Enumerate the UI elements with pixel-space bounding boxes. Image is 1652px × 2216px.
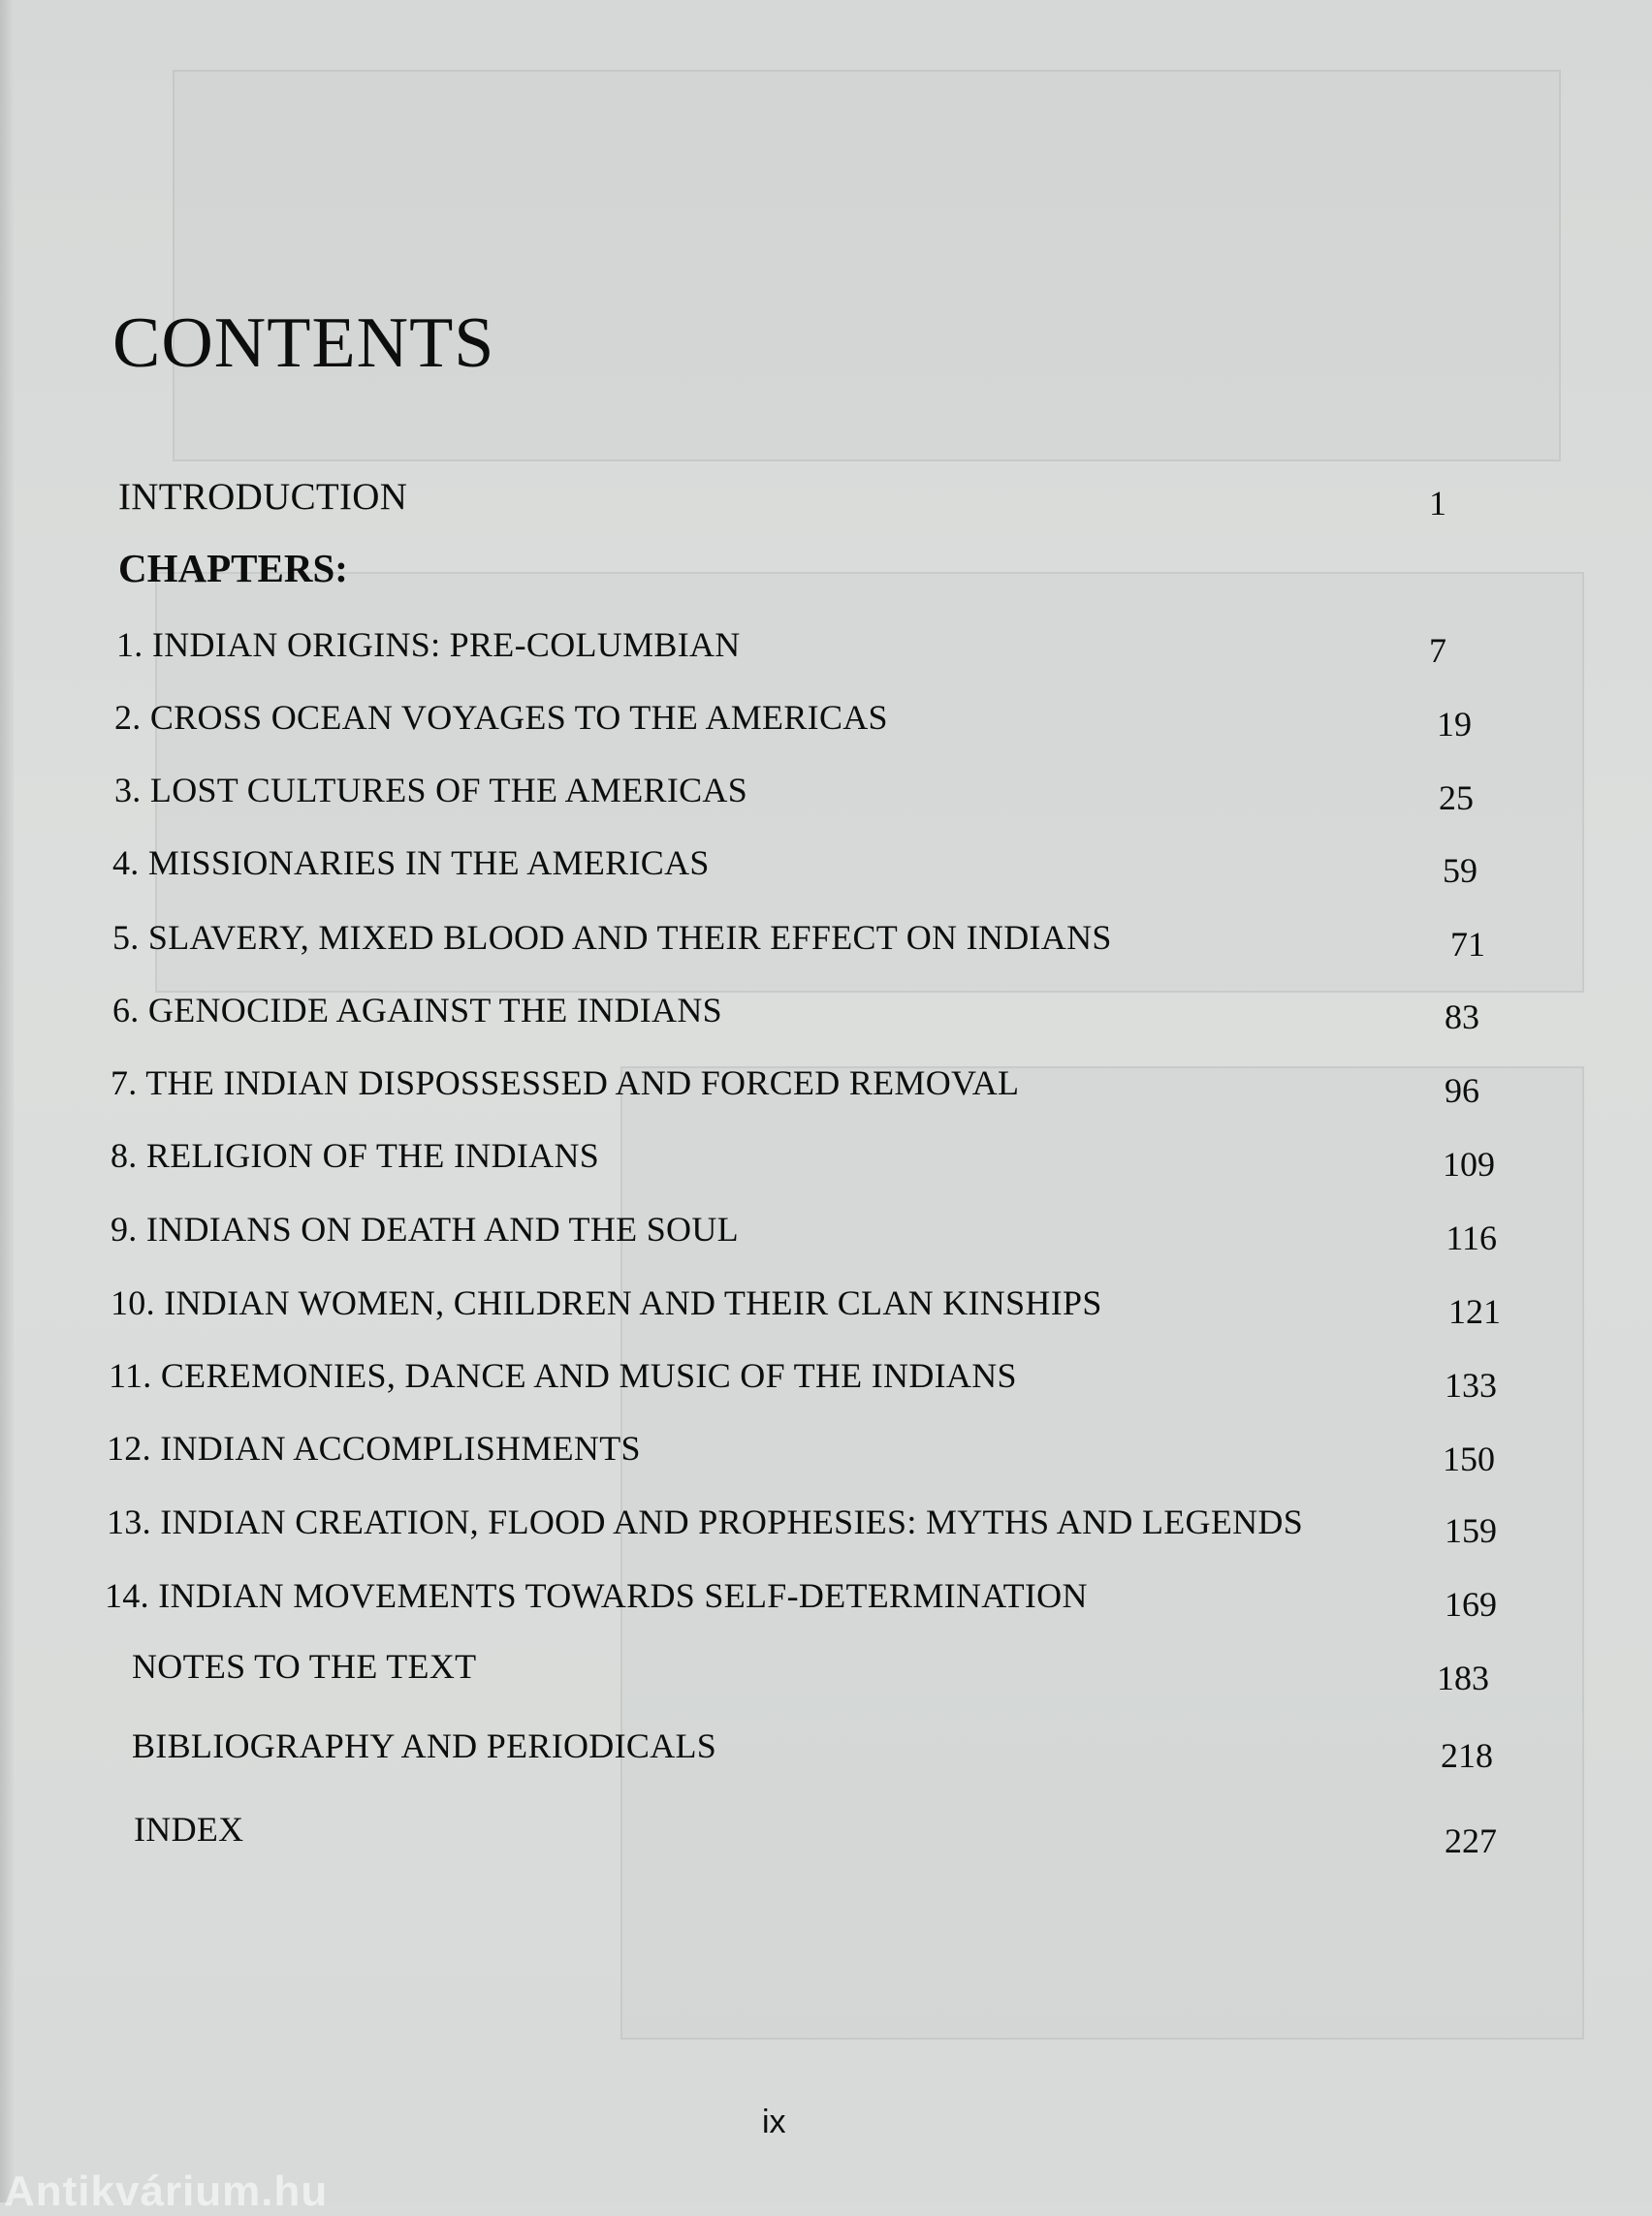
toc-page-chapter-5: 71 <box>1450 925 1485 964</box>
toc-page-introduction: 1 <box>1429 484 1446 522</box>
toc-entry-chapter-9: 9. INDIANS ON DEATH AND THE SOUL <box>111 1210 739 1249</box>
toc-entry-index: INDEX <box>134 1810 244 1849</box>
toc-page-chapter-6: 83 <box>1445 997 1479 1036</box>
contents-title: CONTENTS <box>112 303 495 383</box>
toc-page-bibliography: 218 <box>1441 1736 1493 1775</box>
toc-page-chapter-4: 59 <box>1443 851 1477 890</box>
toc-page-notes: 183 <box>1437 1659 1489 1697</box>
page-edge-shadow <box>0 0 14 2202</box>
toc-entry-notes: NOTES TO THE TEXT <box>132 1647 477 1686</box>
toc-page-chapter-8: 109 <box>1443 1145 1495 1184</box>
toc-entry-chapter-12: 12. INDIAN ACCOMPLISHMENTS <box>107 1429 641 1468</box>
chapters-heading: CHAPTERS: <box>118 546 348 590</box>
toc-page-chapter-7: 96 <box>1445 1071 1479 1110</box>
toc-entry-bibliography: BIBLIOGRAPHY AND PERIODICALS <box>132 1726 717 1765</box>
toc-page-index: 227 <box>1445 1821 1497 1860</box>
toc-entry-introduction: INTRODUCTION <box>118 476 408 518</box>
toc-page-chapter-3: 25 <box>1439 778 1474 817</box>
toc-entry-chapter-3: 3. LOST CULTURES OF THE AMERICAS <box>114 771 748 809</box>
toc-entry-chapter-7: 7. THE INDIAN DISPOSSESSED AND FORCED REMOVAL <box>111 1063 1020 1102</box>
toc-page-chapter-10: 121 <box>1448 1292 1501 1331</box>
toc-entry-chapter-1: 1. INDIAN ORIGINS: PRE-COLUMBIAN <box>116 625 741 664</box>
toc-entry-chapter-2: 2. CROSS OCEAN VOYAGES TO THE AMERICAS <box>114 698 888 737</box>
toc-entry-chapter-8: 8. RELIGION OF THE INDIANS <box>111 1136 600 1175</box>
toc-page-chapter-1: 7 <box>1429 631 1446 670</box>
toc-entry-chapter-6: 6. GENOCIDE AGAINST THE INDIANS <box>112 991 722 1029</box>
toc-entry-chapter-4: 4. MISSIONARIES IN THE AMERICAS <box>112 843 710 882</box>
toc-page-chapter-2: 19 <box>1437 705 1472 744</box>
toc-page-chapter-11: 133 <box>1445 1366 1497 1405</box>
page-folio: ix <box>762 2104 786 2140</box>
bleed-through-figure-bottom <box>620 1066 1584 2040</box>
toc-entry-chapter-10: 10. INDIAN WOMEN, CHILDREN AND THEIR CLAN KINSHIPS <box>111 1283 1102 1322</box>
toc-page-chapter-12: 150 <box>1443 1440 1495 1478</box>
toc-entry-chapter-14: 14. INDIAN MOVEMENTS TOWARDS SELF-DETERMINATION <box>105 1576 1088 1615</box>
toc-entry-chapter-13: 13. INDIAN CREATION, FLOOD AND PROPHESIES: MYTHS AND LEGENDS <box>107 1503 1304 1541</box>
watermark: Antikvárium.hu <box>4 2168 329 2215</box>
toc-entry-chapter-11: 11. CEREMONIES, DANCE AND MUSIC OF THE INDIANS <box>109 1356 1017 1395</box>
toc-page-chapter-9: 116 <box>1446 1219 1497 1257</box>
toc-page-chapter-14: 169 <box>1445 1585 1497 1624</box>
bleed-through-figure-top <box>173 70 1561 461</box>
toc-page-chapter-13: 159 <box>1445 1511 1497 1550</box>
toc-entry-chapter-5: 5. SLAVERY, MIXED BLOOD AND THEIR EFFECT ON INDIANS <box>112 918 1112 957</box>
